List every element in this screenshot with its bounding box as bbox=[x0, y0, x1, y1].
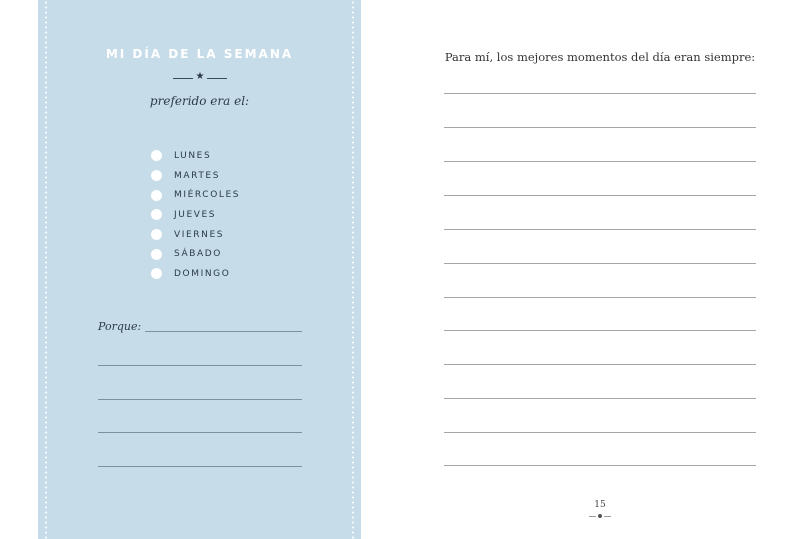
radio-circle-icon[interactable] bbox=[151, 190, 162, 201]
weekday-option-miercoles[interactable] bbox=[151, 185, 240, 205]
writing-line[interactable] bbox=[444, 330, 756, 331]
writing-line[interactable] bbox=[98, 466, 302, 467]
radio-circle-icon[interactable] bbox=[151, 229, 162, 240]
right-page-prompt: Para mí, los mejores momentos del día eran siempre: bbox=[444, 50, 756, 64]
star-icon: ★ bbox=[195, 71, 205, 82]
ornament-line-right bbox=[604, 516, 611, 517]
page-subtitle: preferido era el: bbox=[149, 94, 250, 108]
writing-line[interactable] bbox=[444, 161, 756, 162]
writing-line[interactable] bbox=[145, 331, 302, 332]
left-page-panel bbox=[38, 0, 361, 539]
writing-line[interactable] bbox=[444, 465, 756, 466]
porque-label: Porque: bbox=[98, 320, 142, 333]
ornament-line-right bbox=[207, 78, 227, 79]
weekday-label: JUEVES bbox=[174, 209, 217, 220]
weekday-option-viernes[interactable] bbox=[151, 225, 240, 245]
title-ornament bbox=[173, 72, 227, 84]
dotted-border-right bbox=[352, 0, 354, 539]
writing-line[interactable] bbox=[444, 93, 756, 94]
weekday-option-jueves[interactable] bbox=[151, 205, 240, 225]
writing-line[interactable] bbox=[98, 432, 302, 433]
page-number-ornament bbox=[589, 514, 611, 518]
weekday-option-martes[interactable] bbox=[151, 166, 240, 186]
ornament-line-left bbox=[173, 78, 193, 79]
radio-circle-icon[interactable] bbox=[151, 249, 162, 260]
weekday-option-sabado[interactable] bbox=[151, 244, 240, 264]
weekday-label: LUNES bbox=[174, 150, 212, 161]
writing-line[interactable] bbox=[444, 229, 756, 230]
writing-line[interactable] bbox=[444, 364, 756, 365]
weekday-option-lunes[interactable] bbox=[151, 146, 240, 166]
writing-line[interactable] bbox=[444, 127, 756, 128]
weekday-option-domingo[interactable] bbox=[151, 264, 240, 284]
writing-line[interactable] bbox=[98, 365, 302, 366]
page-title: MI DÍA DE LA SEMANA bbox=[105, 47, 294, 61]
writing-line[interactable] bbox=[444, 297, 756, 298]
page-number: 15 bbox=[594, 500, 606, 510]
writing-line[interactable] bbox=[444, 432, 756, 433]
dot-icon bbox=[598, 514, 602, 518]
radio-circle-icon[interactable] bbox=[151, 268, 162, 279]
writing-line[interactable] bbox=[98, 399, 302, 400]
ornament-line-left bbox=[589, 516, 596, 517]
weekday-label: MIÉRCOLES bbox=[174, 190, 241, 201]
radio-circle-icon[interactable] bbox=[151, 170, 162, 181]
weekday-label: DOMINGO bbox=[174, 268, 231, 279]
weekday-label: SÁBADO bbox=[174, 249, 222, 260]
writing-line[interactable] bbox=[444, 263, 756, 264]
weekday-options bbox=[151, 146, 240, 284]
writing-line[interactable] bbox=[444, 195, 756, 196]
radio-circle-icon[interactable] bbox=[151, 150, 162, 161]
weekday-label: MARTES bbox=[174, 170, 221, 181]
radio-circle-icon[interactable] bbox=[151, 209, 162, 220]
writing-line[interactable] bbox=[444, 398, 756, 399]
dotted-border-left bbox=[45, 0, 47, 539]
weekday-label: VIERNES bbox=[174, 229, 225, 240]
